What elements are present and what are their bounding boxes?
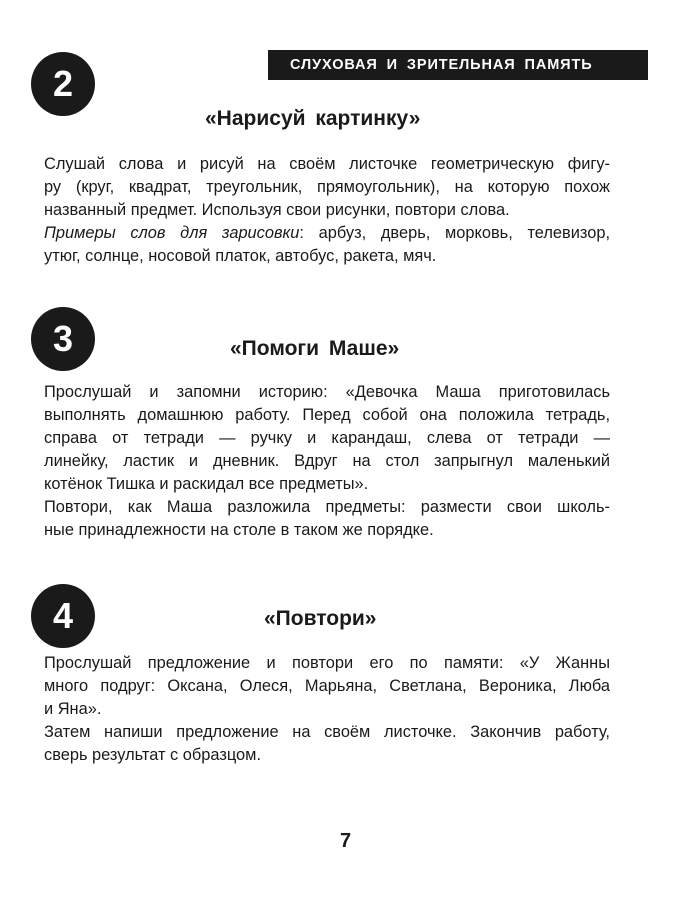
examples-label: Примеры слов для зарисовки xyxy=(44,224,300,242)
exercise-title: «Помоги Маше» xyxy=(230,337,400,360)
exercise-body xyxy=(44,381,610,542)
text-line: Прослушай и запомни историю: «Девочка Маша приготовилась xyxy=(44,383,610,401)
page-number: 7 xyxy=(339,830,352,852)
text-line: Повтори, как Маша разложила предметы: размести свои школь- xyxy=(44,498,610,516)
text-line: сверь результат с образцом. xyxy=(44,746,261,764)
text-line: и Яна». xyxy=(44,700,102,718)
text-line: Затем напиши предложение на своём листочке. Закончив работу, xyxy=(44,723,610,741)
text-line: утюг, солнце, носовой платок, автобус, ракета, мяч. xyxy=(44,247,437,265)
text-line: много подруг: Оксана, Олеся, Марьяна, Светлана, Вероника, Люба xyxy=(44,677,610,695)
exercise-number-badge: 3 xyxy=(31,307,95,371)
examples-words: : арбуз, дверь, морковь, телевизор, xyxy=(299,224,610,242)
exercise-number-badge: 4 xyxy=(31,584,95,648)
text-line: линейку, ластик и дневник. Вдруг на стол запрыгнул маленький xyxy=(44,452,610,470)
text-line: выполнять домашнюю работу. Перед собой она положила тетрадь, xyxy=(44,406,610,424)
text-line: справа от тетради — ручку и карандаш, слева от тетради — xyxy=(44,429,610,447)
exercise-title: «Нарисуй картинку» xyxy=(205,107,421,130)
exercise-body xyxy=(44,652,610,767)
text-line: названный предмет. Используя свои рисунки, повтори слова. xyxy=(44,201,510,219)
exercise-number-badge: 2 xyxy=(31,52,95,116)
text-line: ру (круг, квадрат, треугольник, прямоугольник), на которую похож xyxy=(44,178,610,196)
section-header: СЛУХОВАЯ И ЗРИТЕЛЬНАЯ ПАМЯТЬ xyxy=(268,50,648,80)
examples-line xyxy=(44,222,610,245)
text-line: котёнок Тишка и раскидал все предметы». xyxy=(44,475,369,493)
text-line: Прослушай предложение и повтори его по памяти: «У Жанны xyxy=(44,654,610,672)
exercise-body xyxy=(44,153,610,268)
exercise-title: «Повтори» xyxy=(264,607,377,630)
text-line: ные принадлежности на столе в таком же порядке. xyxy=(44,521,434,539)
text-line: Слушай слова и рисуй на своём листочке геометрическую фигу- xyxy=(44,155,610,173)
